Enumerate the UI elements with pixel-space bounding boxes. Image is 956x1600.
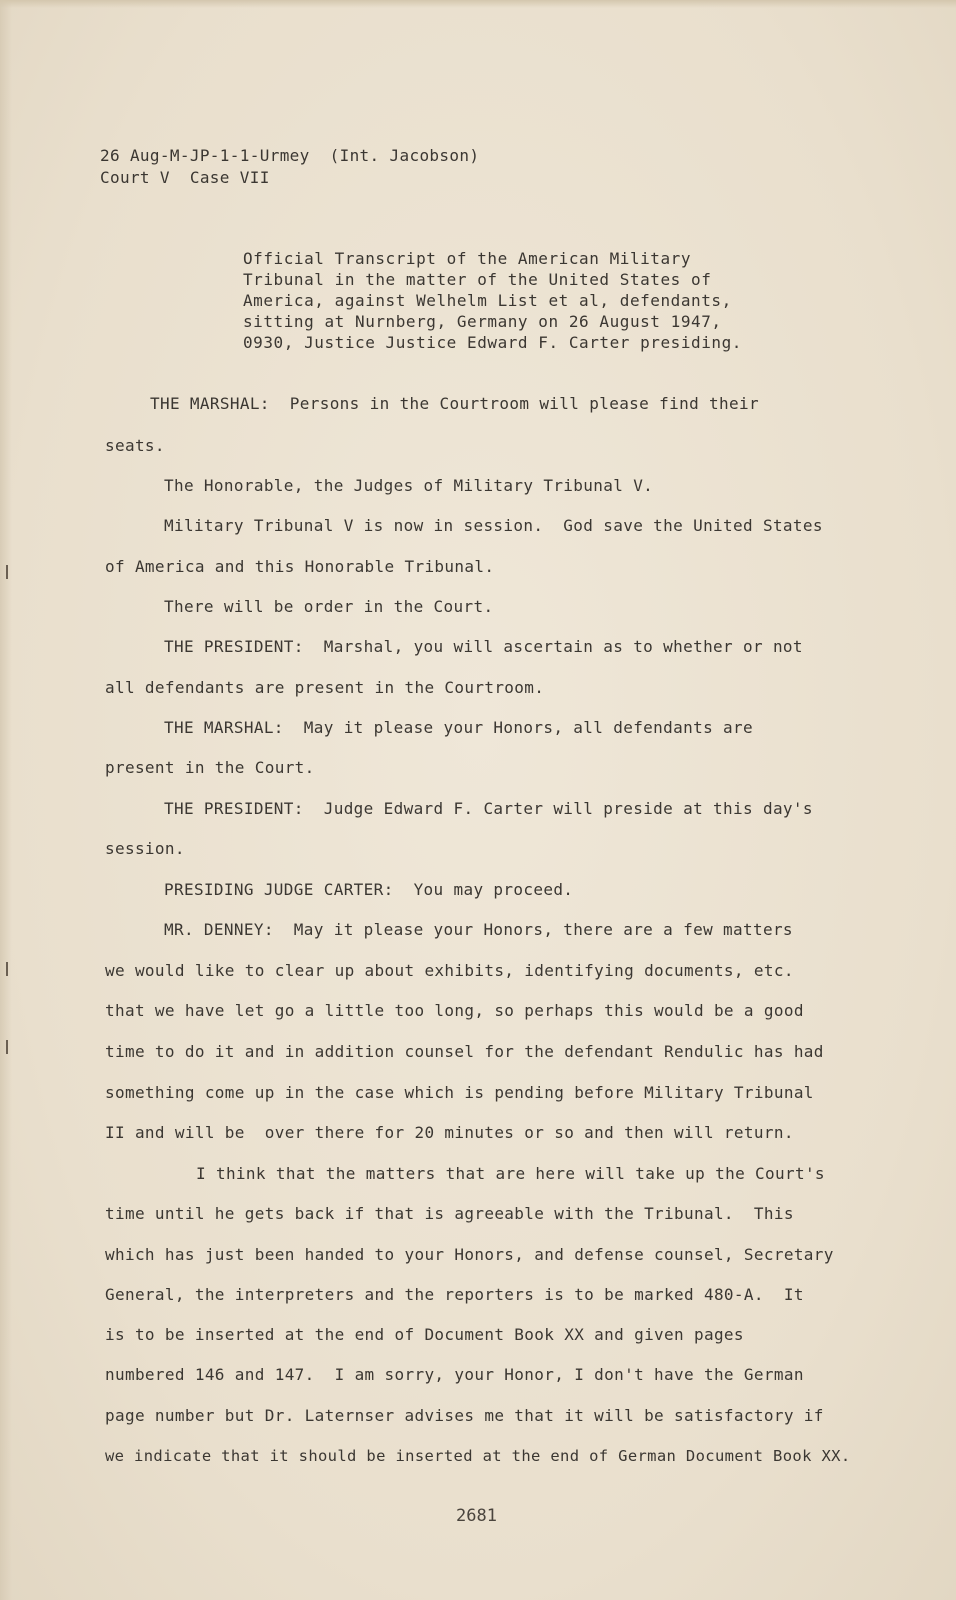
page-number: 2681 xyxy=(456,1506,497,1526)
body-line: Military Tribunal V is now in session. God save the United States xyxy=(164,516,823,535)
body-line: The Honorable, the Judges of Military Tribunal V. xyxy=(164,476,654,495)
paper-edge-left xyxy=(0,0,12,1600)
body-line: time until he gets back if that is agreeable with the Tribunal. This xyxy=(105,1204,794,1223)
body-line: is to be inserted at the end of Document Book XX and given pages xyxy=(105,1325,744,1344)
body-line: all defendants are present in the Courtroom. xyxy=(105,678,545,697)
margin-mark xyxy=(6,565,8,579)
margin-mark xyxy=(6,1040,8,1054)
body-line: I think that the matters that are here will take up the Court's xyxy=(196,1164,825,1183)
body-line: There will be order in the Court. xyxy=(164,597,494,616)
speaker-line: THE PRESIDENT: Marshal, you will ascertain as to whether or not xyxy=(164,637,803,656)
speaker-line: THE MARSHAL: May it please your Honors, all defendants are xyxy=(164,718,753,737)
body-line: present in the Court. xyxy=(105,758,315,777)
body-line: of America and this Honorable Tribunal. xyxy=(105,557,495,576)
body-line: time to do it and in addition counsel for the defendant Rendulic has had xyxy=(105,1042,824,1061)
body-line: numbered 146 and 147. I am sorry, your Honor, I don't have the German xyxy=(105,1365,804,1384)
body-line: we would like to clear up about exhibits, identifying documents, etc. xyxy=(105,961,794,980)
caption-line: Tribunal in the matter of the United States of xyxy=(243,270,712,289)
speaker-line: THE PRESIDENT: Judge Edward F. Carter will preside at this day's xyxy=(164,799,813,818)
body-line: session. xyxy=(105,839,185,858)
header-court-case: Court V Case VII xyxy=(100,168,270,187)
speaker-line: THE MARSHAL: Persons in the Courtroom will please find their xyxy=(150,394,759,413)
body-line: which has just been handed to your Honors, and defense counsel, Secretary xyxy=(105,1245,834,1264)
body-line: General, the interpreters and the reporters is to be marked 480-A. It xyxy=(105,1285,804,1304)
body-line: that we have let go a little too long, so perhaps this would be a good xyxy=(105,1001,804,1020)
body-line: we indicate that it should be inserted at the end of German Document Book XX. xyxy=(105,1447,851,1465)
margin-mark xyxy=(6,962,8,976)
caption-line: America, against Welhelm List et al, defendants, xyxy=(243,291,732,310)
speaker-line: MR. DENNEY: May it please your Honors, there are a few matters xyxy=(164,920,793,939)
paper-edge-top xyxy=(0,0,956,8)
body-line: something come up in the case which is pending before Military Tribunal xyxy=(105,1083,814,1102)
body-line: II and will be over there for 20 minutes or so and then will return. xyxy=(105,1123,794,1142)
header-reference: 26 Aug-M-JP-1-1-Urmey (Int. Jacobson) xyxy=(100,146,480,165)
caption-line: 0930, Justice Justice Edward F. Carter presiding. xyxy=(243,333,742,352)
caption-line: Official Transcript of the American Military xyxy=(243,249,692,268)
body-line: seats. xyxy=(105,436,165,455)
speaker-line: PRESIDING JUDGE CARTER: You may proceed. xyxy=(164,880,574,899)
caption-line: sitting at Nurnberg, Germany on 26 August 1947, xyxy=(243,312,722,331)
body-line: page number but Dr. Laternser advises me that it will be satisfactory if xyxy=(105,1406,824,1425)
